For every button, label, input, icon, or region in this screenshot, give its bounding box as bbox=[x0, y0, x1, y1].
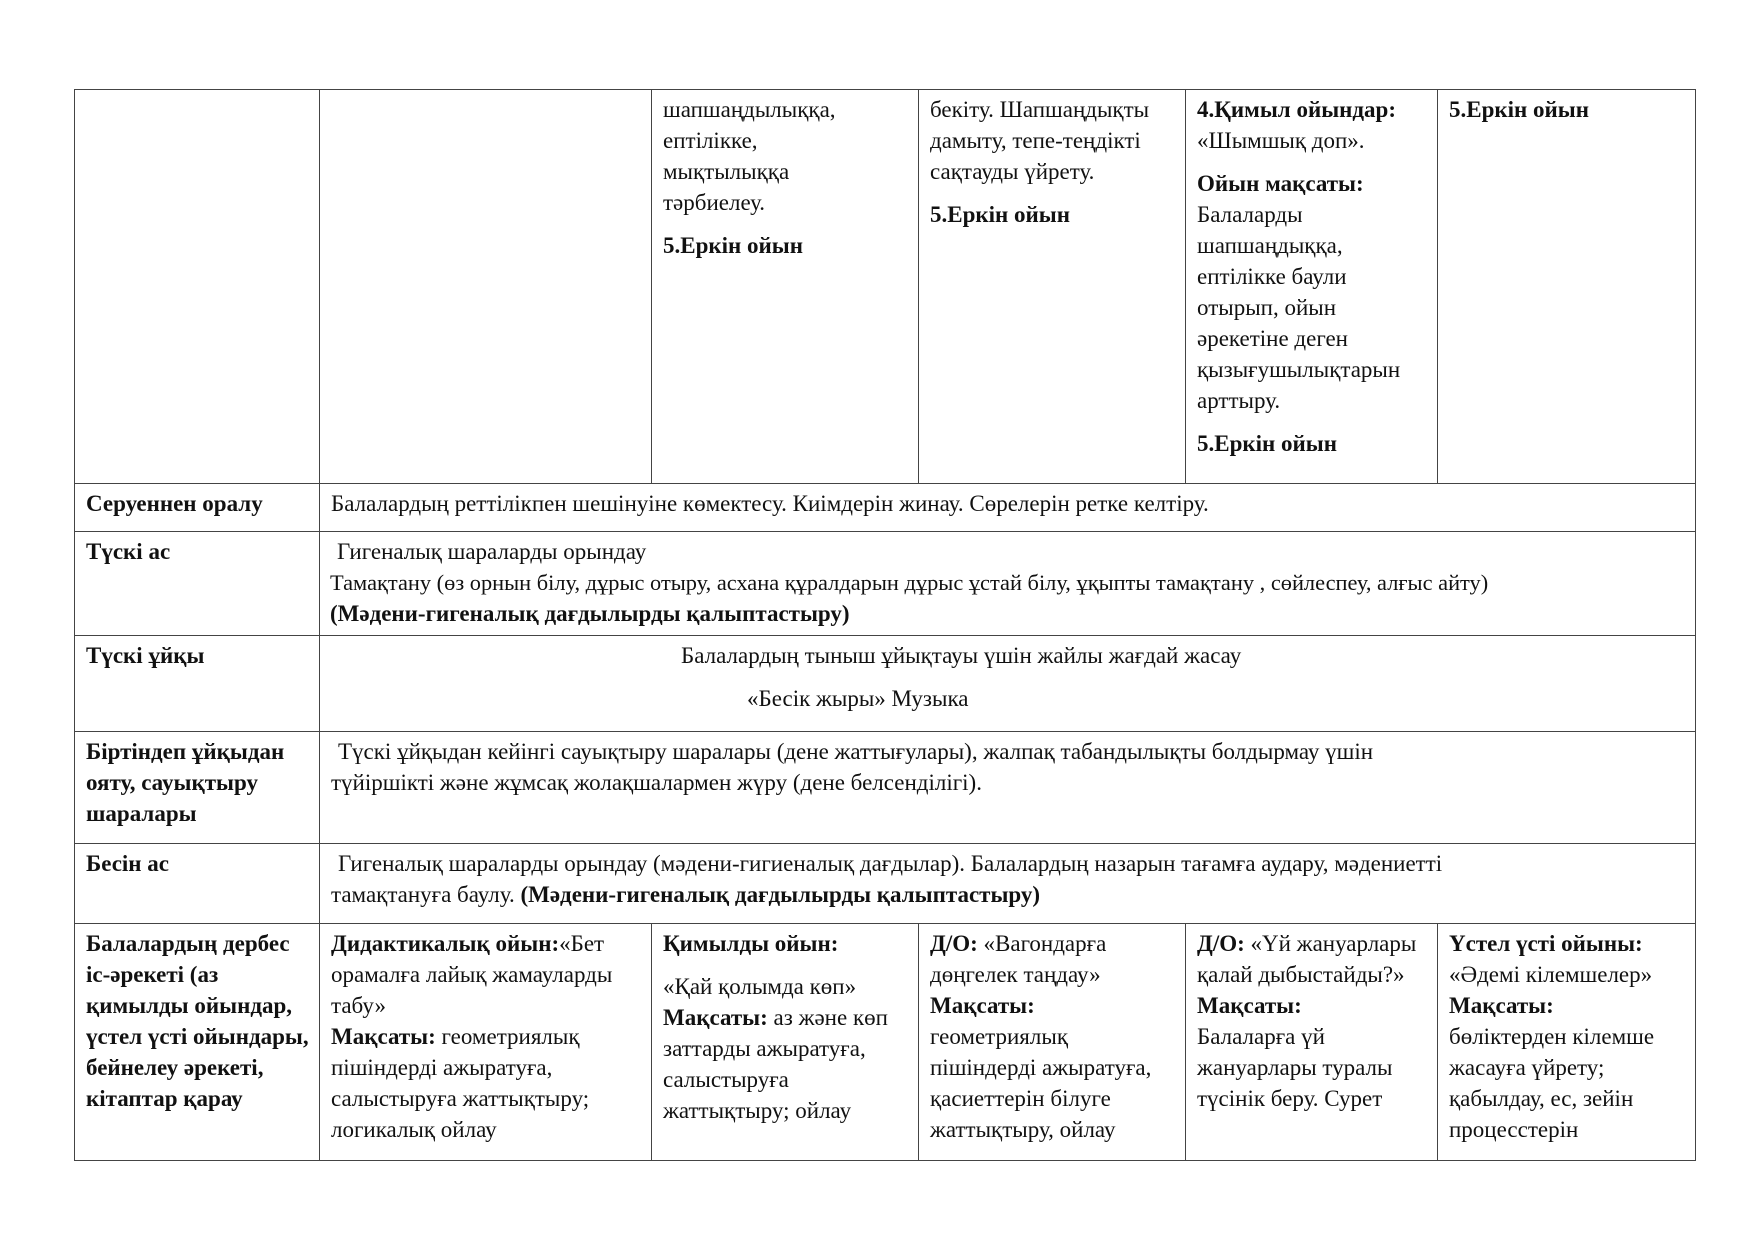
game-name: «Шымшық доп». bbox=[1197, 128, 1365, 153]
row-content: Балалардың реттілікпен шешінуіне көмектесу. Киімдерін жинау. Сөрелерін ретке келтіру. bbox=[320, 484, 1696, 532]
row-label: Түскі ас bbox=[75, 532, 320, 636]
snack-bold: (Мәдени-гигеналық дағдылырды қалыптастыру) bbox=[520, 882, 1041, 907]
activity-name: «Қай қолымда көп» bbox=[663, 974, 857, 999]
free-play-label: 5.Еркін ойын bbox=[930, 202, 1070, 227]
row-label: Бесін ас bbox=[75, 844, 320, 924]
activity-cell-6 bbox=[1438, 924, 1696, 1161]
free-play-label: 5.Еркін ойын bbox=[663, 233, 803, 258]
free-play-label: 5.Еркін ойын bbox=[1197, 431, 1337, 456]
activity-goal: аз және көп заттарды ажыратуға, салыстыруға жаттықтыру; ойлау bbox=[663, 1005, 888, 1123]
table-row-nap bbox=[75, 636, 1696, 732]
row-content bbox=[320, 732, 1696, 844]
activity-goal: геометриялық пішіндерді ажыратуға, салыстыруға жаттықтыру; логикалық ойлау bbox=[331, 1024, 590, 1142]
table-row-snack bbox=[75, 844, 1696, 924]
daily-plan-table bbox=[74, 89, 1696, 1161]
snack-text bbox=[331, 848, 1531, 910]
activity-name: «Әдемі кілемшелер» bbox=[1449, 962, 1653, 987]
row-content bbox=[320, 532, 1696, 636]
goal-text: Балаларды шапшаңдыққа, ептілікке баули отырып, ойын әрекетіне деген қызығушылықтарын арттыру. bbox=[1197, 202, 1401, 413]
lunch-line-2: Тамақтану (өз орнын білу, дұрыс отыру, асхана құралдарын дұрыс ұстай білу, ұқыпты тамақтану , сөйлеспеу, алғыс айту) bbox=[330, 570, 1489, 595]
free-play-label: 5.Еркін ойын bbox=[1449, 97, 1589, 122]
cell-text: шапшаңдылыққа, ептілікке, мықтылыққа тәрбиелеу. bbox=[663, 97, 836, 215]
row-label-empty bbox=[75, 90, 320, 484]
activity-goal-label: Мақсаты: bbox=[331, 1024, 436, 1049]
table-row-activity-continuation bbox=[75, 90, 1696, 484]
activity-title: Д/О: bbox=[1197, 931, 1245, 956]
snack-plain: Гигеналық шараларды орындау (мәдени-гигиеналық дағдылар). Балалардың назарын тағамға аудару, мәдениетті тамақтануға баулу. bbox=[331, 851, 1443, 907]
activity-goal-label: Мақсаты: bbox=[663, 1005, 768, 1030]
nap-line-2: «Бесік жыры» Музыка bbox=[747, 686, 969, 711]
row-label: Түскі ұйқы bbox=[75, 636, 320, 732]
goal-label: Ойын мақсаты: bbox=[1197, 171, 1364, 196]
activity-cell-3 bbox=[652, 924, 919, 1161]
activity-goal: бөліктерден кілемше жасауға үйрету; қабылдау, ес, зейін процесстерін bbox=[1449, 1024, 1655, 1142]
goal-block bbox=[1197, 168, 1427, 416]
row-content bbox=[320, 844, 1696, 924]
activity-title: Д/О: bbox=[930, 931, 978, 956]
activity-cell-4 bbox=[919, 924, 1186, 1161]
row-label: Серуеннен оралу bbox=[75, 484, 320, 532]
cell-col3 bbox=[652, 90, 919, 484]
cell-col4 bbox=[919, 90, 1186, 484]
table-row-independent-activity bbox=[75, 924, 1696, 1161]
activity-goal-label: Мақсаты: bbox=[930, 993, 1035, 1018]
lunch-line-3: (Мәдени-гигеналық дағдылырды қалыптастыру) bbox=[330, 601, 850, 626]
lunch-line-1: Гигеналық шараларды орындау bbox=[337, 539, 647, 564]
table-row-wake-up bbox=[75, 732, 1696, 844]
activity-name: «Бет орамалға лайық жамауларды табу» bbox=[331, 931, 613, 1018]
row-label: Біртіндеп ұйқыдан ояту, сауықтыру шаралары bbox=[75, 732, 320, 844]
cell-text: бекіту. Шапшаңдықты дамыту, тепе-теңдікті сақтауды үйрету. bbox=[930, 97, 1150, 184]
cell-empty bbox=[320, 90, 652, 484]
game-block bbox=[1197, 94, 1427, 156]
activity-goal-label: Мақсаты: bbox=[1197, 993, 1302, 1018]
row-label: Балалардың дербес іс-әрекеті (аз қимылды ойындар, үстел үсті ойындары, бейнелеу әрекеті, кітаптар қарау bbox=[75, 924, 320, 1161]
cell-col6 bbox=[1438, 90, 1696, 484]
activity-body bbox=[663, 971, 908, 1126]
wake-up-text: Түскі ұйқыдан кейінгі сауықтыру шаралары (дене жаттығулары), жалпақ табандылықты болдырмау үшін түйіршікті және жұмсақ жолақшалармен жүру (дене белсенділігі). bbox=[331, 739, 1374, 795]
activity-title: Қимылды ойын: bbox=[663, 931, 839, 956]
activity-title: Үстел үсті ойыны: bbox=[1449, 931, 1643, 956]
activity-goal-label: Мақсаты: bbox=[1449, 993, 1554, 1018]
activity-name: «Үй жануарлары қалай дыбыстайды?» bbox=[1197, 931, 1417, 987]
activity-name: «Вагондарға дөңгелек таңдау» bbox=[930, 931, 1107, 987]
cell-col5 bbox=[1186, 90, 1438, 484]
activity-cell-5 bbox=[1186, 924, 1438, 1161]
activity-goal: геометриялық пішіндерді ажыратуға, қасиеттерін білуге жаттықтыру, ойлау bbox=[930, 1024, 1152, 1142]
activity-title: Дидактикалық ойын: bbox=[331, 931, 560, 956]
nap-line-1: Балалардың тыныш ұйықтауы үшін жайлы жағдай жасау bbox=[681, 643, 1242, 668]
schedule-sheet bbox=[74, 89, 1695, 1153]
table-row-return-walk bbox=[75, 484, 1696, 532]
table-row-lunch bbox=[75, 532, 1696, 636]
game-title: 4.Қимыл ойындар: bbox=[1197, 97, 1397, 122]
activity-goal: Балаларға үй жануарлары туралы түсінік беру. Сурет bbox=[1197, 1024, 1393, 1111]
row-content bbox=[320, 636, 1696, 732]
activity-cell-2 bbox=[320, 924, 652, 1161]
